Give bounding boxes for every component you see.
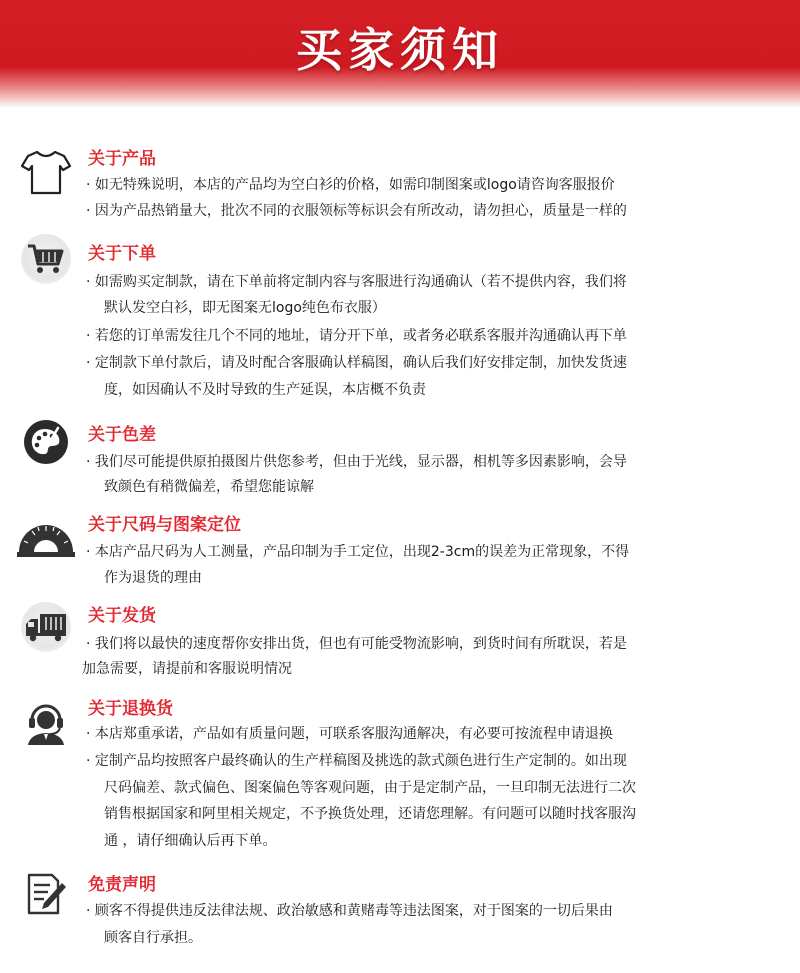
- list-item: · 因为产品热销量大，批次不同的衣服领标等标识会有所改动，请勿担心，质量是一样的: [86, 203, 627, 219]
- customer-service-icon: [18, 696, 74, 748]
- header-banner: [0, 0, 800, 108]
- list-item: · 如无特殊说明，本店的产品均为空白衫的价格，如需印制图案或logo请咨询客服报价: [86, 177, 615, 193]
- list-item: · 若您的订单需发往几个不同的地址，请分开下单，或者务必联系客服并沟通确认再下单: [86, 328, 627, 344]
- delivery-truck-icon: [18, 601, 74, 653]
- disclaimer-document-icon: [18, 868, 74, 920]
- section-title: 关于下单: [88, 244, 156, 264]
- section-title: 关于发货: [88, 606, 156, 626]
- page-title: 买家须知: [296, 23, 504, 77]
- section-title: 关于尺码与图案定位: [88, 515, 241, 535]
- list-item: · 如需购买定制款，请在下单前将定制内容与客服进行沟通确认（若不提供内容，我们将: [86, 274, 627, 290]
- list-item: · 本店郑重承诺，产品如有质量问题，可联系客服沟通解决，有必要可按流程申请退换: [86, 726, 613, 742]
- list-item-continuation: 尺码偏差、款式偏色、图案偏色等客观问题，由于是定制产品，一旦印制无法进行二次: [104, 780, 636, 796]
- tshirt-icon: [18, 146, 74, 198]
- list-item-continuation: 顾客自行承担。: [104, 930, 202, 946]
- section-title: 免责声明: [88, 875, 156, 895]
- list-item: · 定制产品均按照客户最终确认的生产样稿图及挑选的款式颜色进行生产定制的。如出现: [86, 753, 627, 769]
- section-title: 关于产品: [88, 149, 156, 169]
- palette-icon: [18, 416, 74, 468]
- list-item-continuation: 销售根据国家和阿里相关规定，不予换货处理，还请您理解。有问题可以随时找客服沟: [104, 806, 636, 822]
- shopping-cart-icon: [18, 233, 74, 285]
- list-item: · 定制款下单付款后，请及时配合客服确认样稿图，确认后我们好安排定制，加快发货速: [86, 355, 627, 371]
- list-item: · 我们将以最快的速度帮你安排出货，但也有可能受物流影响，到货时间有所耽误，若是: [86, 636, 627, 652]
- list-item-continuation: 通 ，请仔细确认后再下单。: [104, 833, 277, 849]
- list-item: · 顾客不得提供违反法律法规、政治敏感和黄赌毒等违法图案，对于图案的一切后果由: [86, 903, 613, 919]
- list-item-continuation: 默认发空白衫，即无图案无logo纯色布衣服）: [104, 300, 386, 316]
- list-item-continuation: 加急需要，请提前和客服说明情况: [82, 661, 292, 677]
- list-item-continuation: 作为退货的理由: [104, 570, 202, 586]
- section-title: 关于色差: [88, 425, 156, 445]
- list-item-continuation: 度，如因确认不及时导致的生产延误，本店概不负责: [104, 382, 426, 398]
- section-title: 关于退换货: [88, 699, 173, 719]
- list-item: · 我们尽可能提供原拍摄图片供您参考，但由于光线，显示器，相机等多因素影响，会导: [86, 454, 627, 470]
- protractor-icon: [14, 510, 78, 562]
- list-item: · 本店产品尺码为人工测量，产品印制为手工定位，出现2-3cm的误差为正常现象，不得: [86, 544, 630, 560]
- list-item-continuation: 致颜色有稍微偏差，希望您能谅解: [104, 479, 314, 495]
